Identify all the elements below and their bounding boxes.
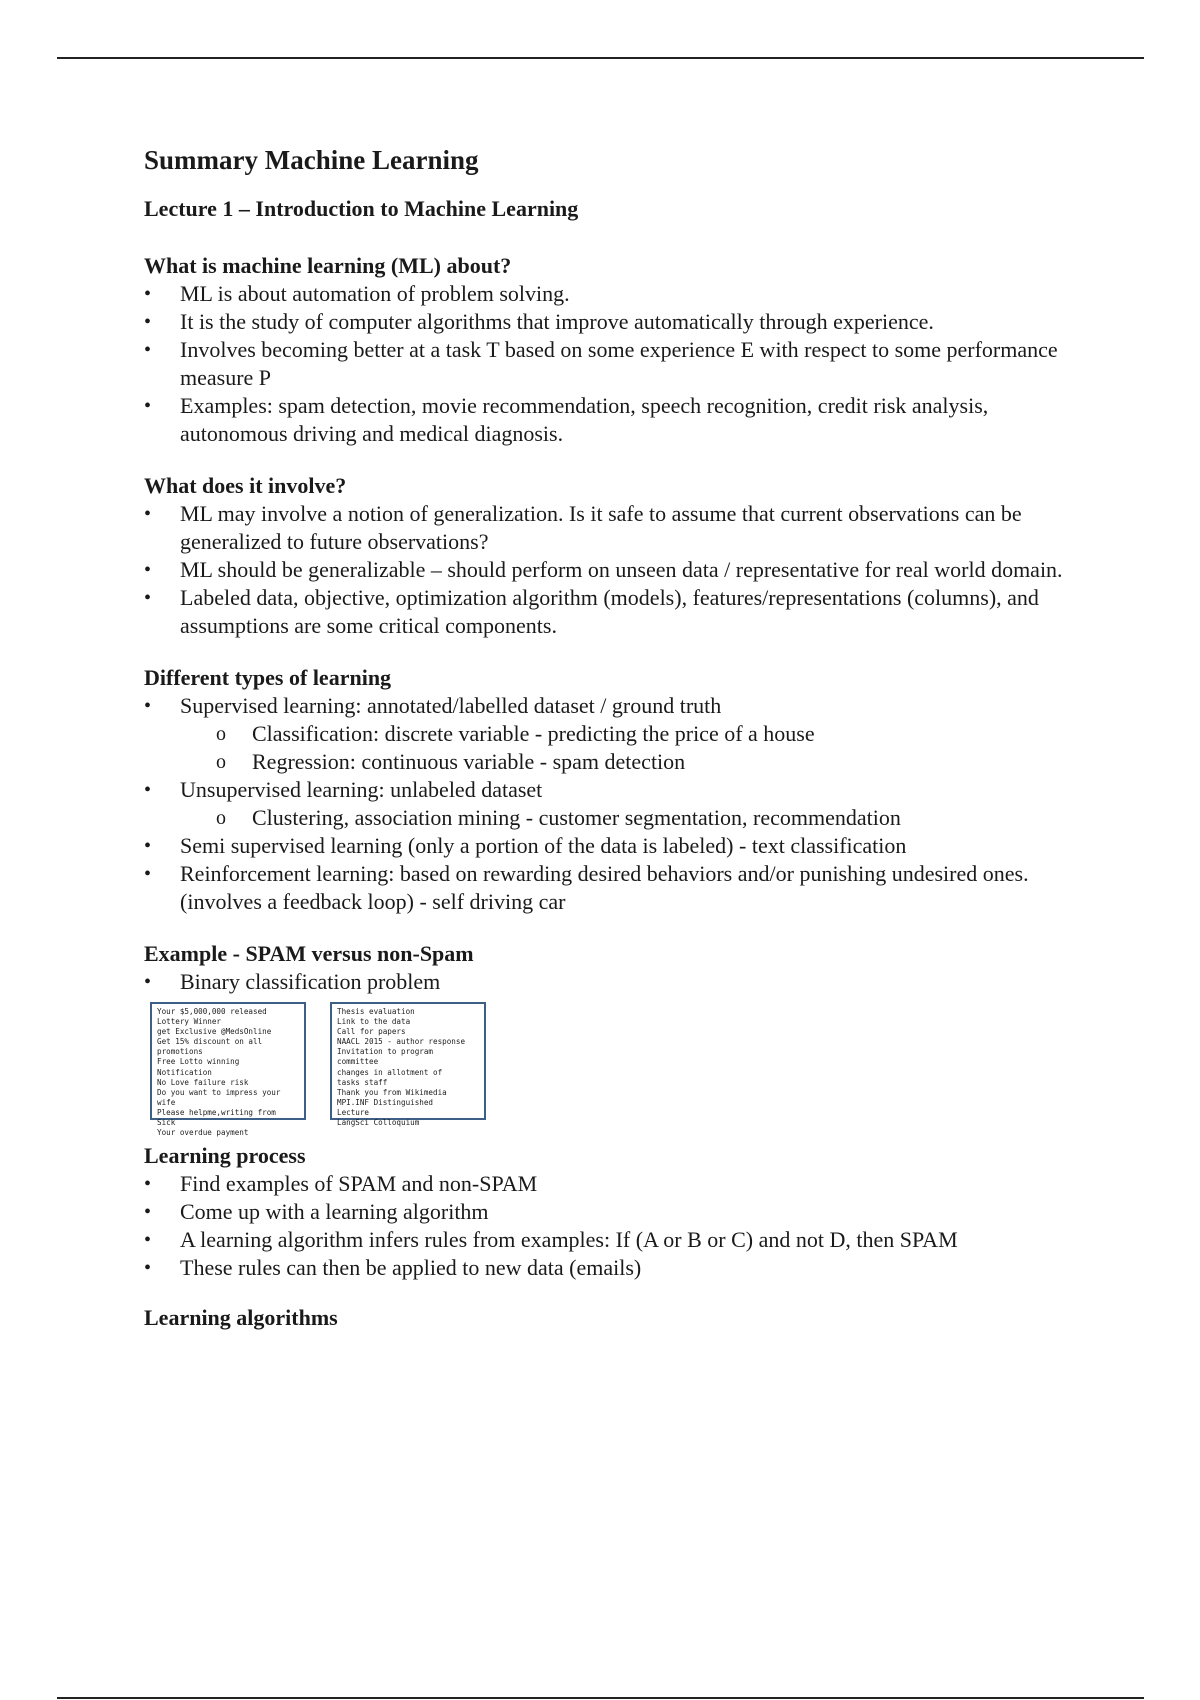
email-subject-line: Do you want to impress your: [157, 1087, 281, 1097]
list-item-text: ML may involve a notion of generalization. Is it safe to assume that current observations can be generalized to future observations?: [180, 501, 1022, 554]
email-subject-line: promotions: [157, 1047, 203, 1057]
section: [144, 1142, 1094, 1282]
section-heading: Example - SPAM versus non-Spam: [144, 941, 474, 966]
sub-list-item-text: Clustering, association mining - customer segmentation, recommendation: [252, 805, 901, 830]
email-subject-line: Invitation to program: [337, 1047, 434, 1057]
bullet-icon: •: [144, 835, 152, 857]
list-item: [144, 832, 1094, 860]
email-subject-line: Your overdue payment: [157, 1128, 249, 1138]
list-item: [144, 1254, 1094, 1282]
list-item-text: ML is about automation of problem solving.: [180, 281, 570, 306]
section: [144, 1304, 1094, 1332]
email-subject-line: Lottery Winner: [157, 1017, 222, 1027]
email-subject-line: LangSci Colloquium: [337, 1118, 420, 1128]
list-item-text: Labeled data, objective, optimization algorithm (models), features/representations (columns), and assumptions are some critical components.: [180, 585, 1039, 638]
email-subject-line: Call for papers: [337, 1027, 406, 1037]
email-subject-line: wife: [157, 1097, 176, 1107]
email-subject-line: Lecture: [337, 1107, 370, 1117]
bullet-icon: •: [144, 779, 152, 801]
section-heading: Learning algorithms: [144, 1305, 338, 1330]
email-subject-line: Thesis evaluation: [337, 1007, 415, 1016]
list-item-text: Reinforcement learning: based on rewarding desired behaviors and/or punishing undesired ones. (involves a feedback loop) - self driving car: [180, 861, 1029, 914]
list-item-text: Find examples of SPAM and non-SPAM: [180, 1171, 538, 1196]
bullet-icon: •: [144, 1173, 152, 1195]
bullet-icon: •: [144, 311, 152, 333]
bottom-rule: [57, 1697, 1144, 1699]
bullet-icon: •: [144, 971, 152, 993]
section-heading: Different types of learning: [144, 665, 392, 690]
section: [144, 472, 1094, 640]
bullet-icon: •: [144, 587, 152, 609]
list-item: [144, 860, 1094, 916]
email-subject-line: Your $5,000,000 released: [157, 1007, 267, 1016]
bullet-icon: •: [144, 395, 152, 417]
sub-list: [144, 720, 1094, 776]
bullet-icon: •: [144, 863, 152, 885]
sub-list-item-text: Regression: continuous variable - spam detection: [252, 749, 686, 774]
bullet-icon: •: [144, 283, 152, 305]
email-subject-line: tasks staff: [337, 1077, 388, 1087]
list-item-text: Come up with a learning algorithm: [180, 1199, 489, 1224]
list-item: [144, 336, 1094, 392]
email-subject-line: committee: [337, 1057, 379, 1067]
bullet-list: [144, 280, 1094, 448]
list-item-text: These rules can then be applied to new data (emails): [180, 1255, 642, 1280]
sub-list-item: [144, 804, 1094, 832]
circle-bullet-icon: o: [216, 723, 226, 745]
list-item: [144, 308, 1094, 336]
section-heading: Learning process: [144, 1143, 306, 1168]
section-heading: What does it involve?: [144, 473, 347, 498]
email-subject-line: get Exclusive @MedsOnline: [157, 1027, 272, 1037]
list-item: [144, 584, 1094, 640]
list-item: [144, 968, 1094, 996]
nonspam-email-box: [330, 1002, 486, 1128]
list-item: [144, 392, 1094, 448]
list-item-text: Unsupervised learning: unlabeled dataset: [180, 777, 543, 802]
email-subject-line: NAACL 2015 - author response: [337, 1037, 466, 1047]
bullet-list: [144, 968, 1094, 996]
section-heading: What is machine learning (ML) about?: [144, 253, 512, 278]
bullet-list: [144, 500, 1094, 640]
document-title: Summary Machine Learning: [144, 145, 479, 175]
email-example-figure: [150, 1002, 1094, 1138]
section: [144, 664, 1094, 916]
bullet-list: [144, 1170, 1094, 1282]
list-item: [144, 1170, 1094, 1198]
list-item: [144, 776, 1094, 804]
spam-email-box: [150, 1002, 306, 1138]
list-item-text: Semi supervised learning (only a portion of the data is labeled) - text classification: [180, 833, 907, 858]
email-subject-line: Please helpme,writing from: [157, 1107, 276, 1117]
email-subject-line: Free Lotto winning: [157, 1057, 240, 1067]
list-item-text: A learning algorithm infers rules from examples: If (A or B or C) and not D, then SPAM: [180, 1227, 958, 1252]
sub-list: [144, 804, 1094, 832]
sub-list-item: [144, 720, 1094, 748]
sub-list-item: [144, 748, 1094, 776]
list-item-text: Binary classification problem: [180, 969, 441, 994]
list-item-text: It is the study of computer algorithms that improve automatically through experience.: [180, 309, 934, 334]
list-item: [144, 1226, 1094, 1254]
bullet-icon: •: [144, 1201, 152, 1223]
list-item: [144, 556, 1094, 584]
email-subject-line: Get 15% discount on all: [157, 1037, 263, 1047]
list-item-text: Involves becoming better at a task T based on some experience E with respect to some performance measure P: [180, 337, 1058, 390]
email-subject-line: Sick: [157, 1118, 176, 1128]
bullet-icon: •: [144, 1257, 152, 1279]
email-subject-line: Thank you from Wikimedia: [337, 1087, 447, 1097]
document-body: [144, 140, 1094, 1332]
circle-bullet-icon: o: [216, 751, 226, 773]
email-subject-line: MPI.INF Distinguished: [337, 1097, 434, 1107]
email-subject-line: changes in allotment of: [337, 1067, 443, 1077]
list-item-text: ML should be generalizable – should perform on unseen data / representative for real world domain.: [180, 557, 1063, 582]
bullet-icon: •: [144, 559, 152, 581]
email-subject-line: No Love failure risk: [157, 1077, 249, 1087]
section: [144, 252, 1094, 448]
sections: [144, 252, 1094, 1332]
bullet-list: [144, 692, 1094, 916]
email-subject-line: Link to the data: [337, 1017, 411, 1027]
list-item: [144, 280, 1094, 308]
top-rule: [57, 57, 1144, 59]
bullet-icon: •: [144, 1229, 152, 1251]
lecture-title: Lecture 1 – Introduction to Machine Learning: [144, 196, 579, 221]
bullet-icon: •: [144, 339, 152, 361]
section: [144, 940, 1094, 1138]
list-item-text: Supervised learning: annotated/labelled dataset / ground truth: [180, 693, 722, 718]
list-item: [144, 500, 1094, 556]
sub-list-item-text: Classification: discrete variable - predicting the price of a house: [252, 721, 815, 746]
bullet-icon: •: [144, 695, 152, 717]
list-item: [144, 692, 1094, 720]
circle-bullet-icon: o: [216, 807, 226, 829]
list-item: [144, 1198, 1094, 1226]
email-subject-line: Notification: [157, 1067, 212, 1077]
list-item-text: Examples: spam detection, movie recommendation, speech recognition, credit risk analysis, autonomous driving and medical diagnosis.: [180, 393, 989, 446]
bullet-icon: •: [144, 503, 152, 525]
